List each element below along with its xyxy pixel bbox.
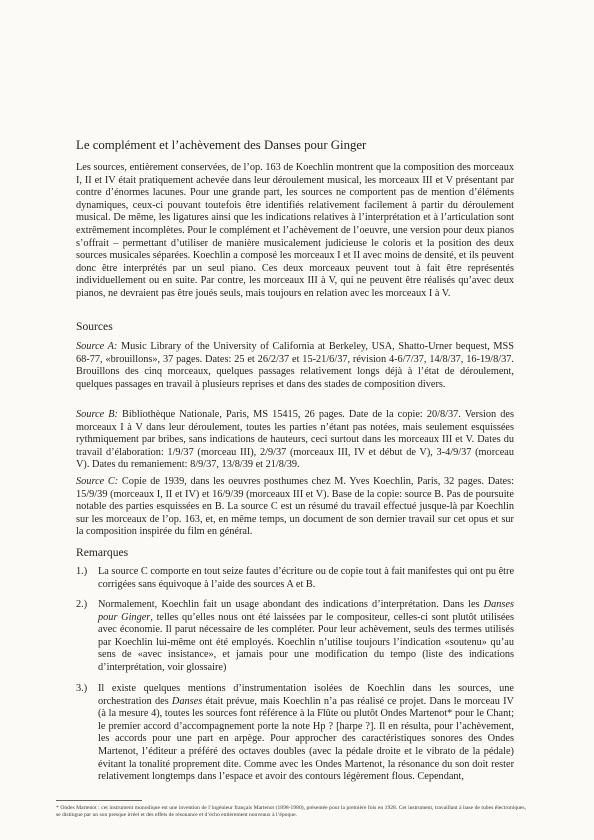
remarques-heading: Remarques — [76, 546, 129, 559]
remark-text — [98, 599, 514, 675]
source-a-text: Music Library of the University of California at Berkeley, USA, Shatto-Urner bequest, MSS 68-77, «brouillons», 37 pages. Dates: 25 et 26/2/37 et 15-21/6/37, révision 4-6/7/37, 14/8/37, 16-19/8/37. Brouillons des cinq morceaux, quelques passages relativement longs déjà à l’état de déroulement, quelques passages en travail à plusieurs reprises et dans des stades de composition divers. — [76, 341, 514, 390]
remark-number: 2.) — [76, 599, 88, 610]
intro-paragraph: Les sources, entièrement conservées, de l’op. 163 de Koechlin montrent que la composition des morceaux I, II et IV était pratiquement achevée dans leur déroulement musical, les morceaux III et V présentant par contre d’énormes lacunes. Pour une grande part, les sources ne comportent pas de mention d’éléments dynamiques, ceux-ci pouvant toutefois être identifiés relativement facilement à partir du déroulement musical. De même, les ligatures ainsi que les indications relatives à l’interprétation et à l’articulation sont extrêmement incomplètes. Pour le complément et l’achèvement de l’oeuvre, une version pour deux pianos s’offrait – permettant d’utiliser de manière musicalement judicieuse le coloris et la position des deux sources musicales séparées. Koechlin a composé les morceaux I et II avec moins de densité, et ils peuvent donc être interprétés par un seul piano. Ces deux morceaux peuvent tout à fait être représentés individuellement ou en suite. Par contre, les morceaux III à V, qui ne peuvent être réalisés qu’avec deux pianos, ne devraient pas être joués seuls, mais toujours en relation avec les morceaux I à V. — [76, 162, 514, 299]
source-c-label: Source C: — [76, 476, 119, 487]
remark-number: 1.) — [76, 566, 88, 577]
remark-item-1 — [76, 566, 514, 591]
source-c-text: Copie de 1939, dans les oeuvres posthumes chez M. Yves Koechlin, Paris, 32 pages. Dates: 15/9/39 (morceaux I, II et IV) et 16/9/39 (morceaux III et V). Base de la copie: source B. Pas de poursuite notable des parties esquissées en B. La source C est un résumé du travail effectué jusque-là par Koechlin sur les morceaux de l’op. 163, et, en même temps, un document de son dernier travail sur cet opus et sur la composition inspirée du film en général. — [76, 476, 514, 538]
source-b-text: Bibliothèque Nationale, Paris, MS 15415, 26 pages. Date de la copie: 20/8/37. Version des morceaux I à V dans leur déroulement, toutes les parties n’étant pas notées, mais seulement esquissées rythmiquement par bribes, sans indications de hauteurs, ceci surtout dans les morceaux III et V. Dates du travail d’élaboration: 1/9/37 (morceau III), 2/9/37 (morceaux III, IV et début de V), 3-4/9/37 (morceau V). Dates du remaniement: 8/9/37, 13/8/39 et 21/8/39. — [76, 409, 514, 471]
remark-text: La source C comporte en tout seize fautes d’écriture ou de copie tout à fait manifestes qui ont pu être corrigées sans équivoque à l’aide des sources A et B. — [98, 566, 515, 590]
footnote: * Ondes Martenot : cet instrument monodique est une invention de l’ingénieur français Martenot (1898-1980), présentée pour la première fois en 1928. Cet instrument, travaillant à base de tubes électroniques, se distingue par un son presque irréel et des effets de résonance et d’écho entièrement nouveaux à l’époque. — [56, 805, 526, 819]
remark-text-start: Normalement, Koechlin fait un usage abondant des indications d’interprétation. Dans les — [98, 599, 484, 610]
source-a-entry — [76, 341, 514, 391]
source-c-entry — [76, 476, 514, 539]
footnote-divider — [56, 800, 142, 801]
remark-text — [98, 683, 514, 784]
source-a-label: Source A: — [76, 341, 118, 352]
work-title-italic: Danses pour Ginger — [98, 599, 514, 623]
remark-number: 3.) — [76, 683, 88, 694]
remark-text-rest: , telles qu’elles nous ont été laissées par le compositeur, celles-ci sont plutôt utilisées avec économie. Il parut nécessaire de les compléter. Pour leur achèvement, seuls des termes utilisés par Koechlin lui-même ont été employés. Koechlin n’utilise toujours l’indication «soutenu» qu’au sens de «avec insistance», et jamais pour une modification du tempo (liste des indications d’interprétation, voir glossaire) — [98, 611, 515, 673]
source-b-label: Source B: — [76, 409, 118, 420]
source-b-entry — [76, 409, 514, 472]
remark-text-start: Il existe quelques mentions d’instrumentation isolées de Koechlin dans les sources, une orchestration des — [98, 683, 514, 707]
remark-item-3 — [76, 683, 514, 784]
sources-heading: Sources — [76, 320, 113, 333]
section-title: Le complément et l’achèvement des Danses pour Ginger — [76, 138, 367, 152]
remark-text-rest: était prévue, mais Koechlin n’a pas réalisé ce projet. Dans le morceau IV (à la mesure 4), toutes les sources font référence à la Flûte ou plutôt Ondes Martenot* pour le Chant; le premier accord d’accompagnement porte la note Hp ? [harpe ?]. Il en résulta, pour l’achèvement, les accords pour une part en arpège. Pour approcher des caractéristiques sonores des Ondes Martenot, l’éditeur a préféré des octaves doubles (avec la pédale droite et le vibrato de la pédale) évitant la tonalité proprement dite. Comme avec les Ondes Martenot, la résonance du son doit rester relativement longtemps dans l’espace et avoir des contours légèrement flous. Cependant, — [98, 695, 514, 783]
remark-item-2 — [76, 599, 514, 675]
work-title-italic: Danses — [171, 695, 203, 707]
